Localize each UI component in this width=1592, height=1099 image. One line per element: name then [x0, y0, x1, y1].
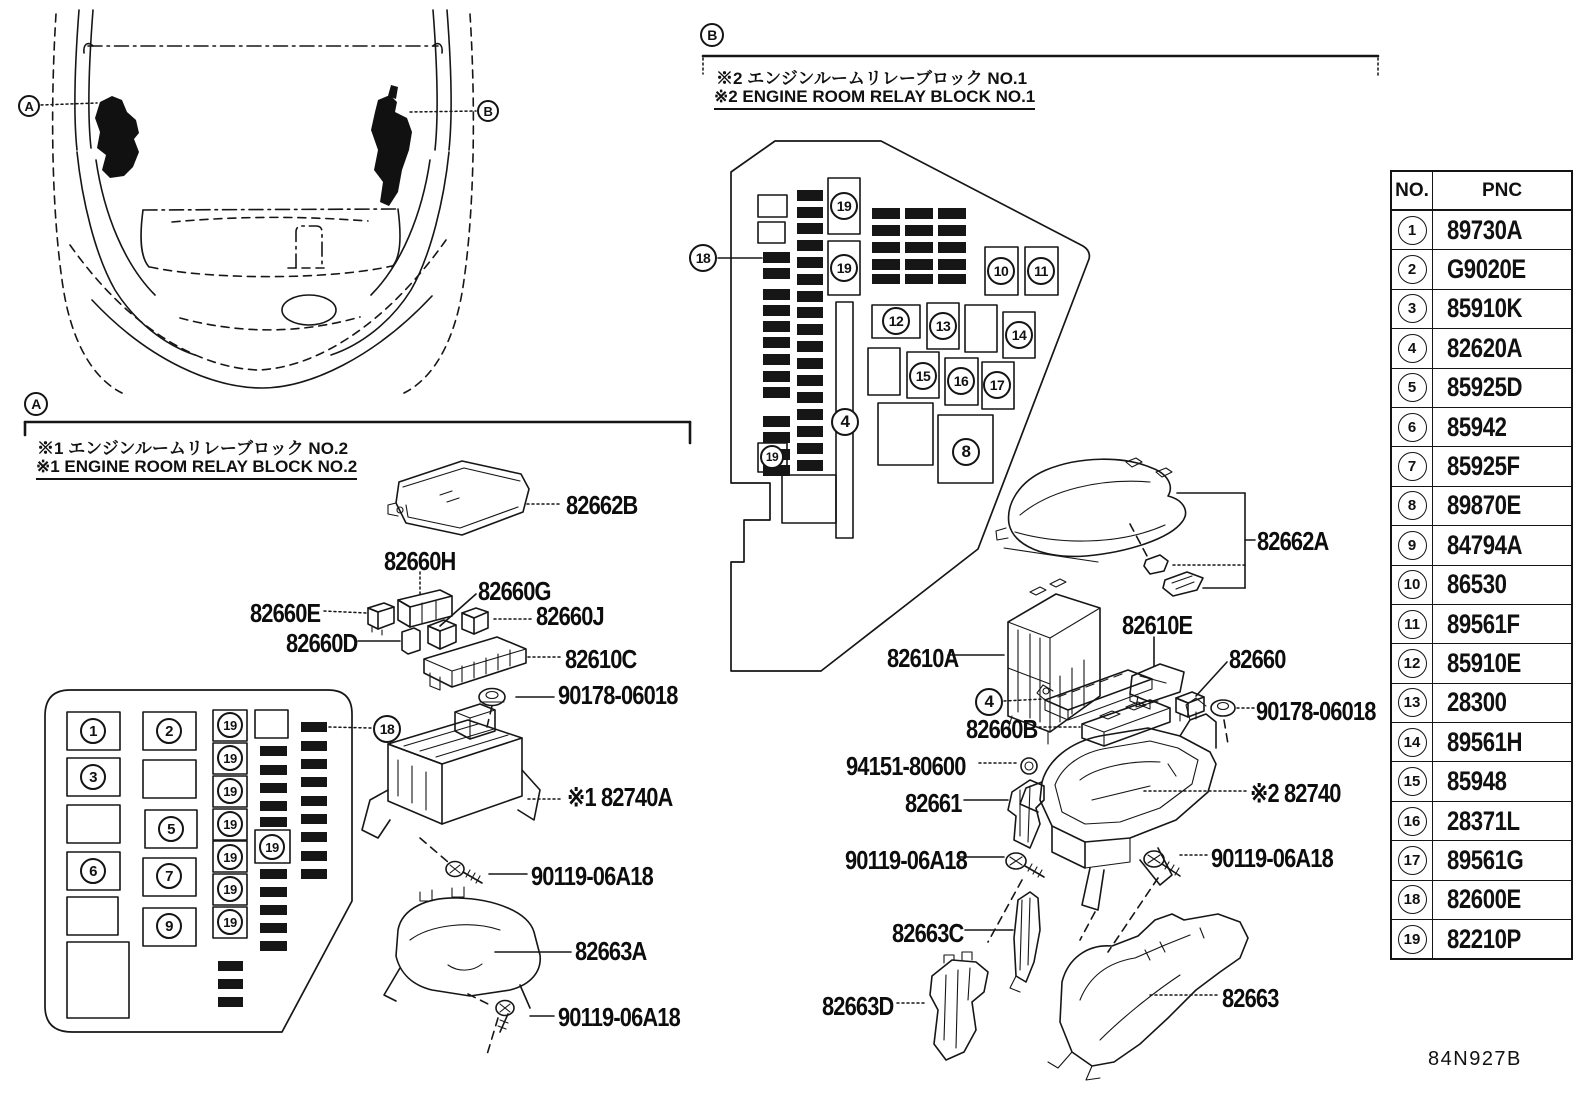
pnc-table: [1390, 170, 1573, 960]
nut-94151: [1021, 758, 1037, 774]
row-number-badge: 2: [1398, 255, 1427, 284]
row-pnc-cell: [1433, 290, 1571, 328]
part-label-82663A: 82663A: [575, 936, 647, 966]
row-number-badge: 19: [1398, 925, 1427, 954]
row-no-cell: [1392, 447, 1433, 485]
column-header-no: NO.: [1392, 172, 1433, 209]
part-label-9017806018: 90178-06018: [1256, 696, 1376, 726]
part-label-82610C: 82610C: [565, 644, 637, 674]
pnc-value: 89561G: [1447, 844, 1524, 875]
row-no-cell: [1392, 841, 1433, 879]
part-label-9011906A18: 90119-06A18: [845, 845, 967, 875]
row-no-cell: [1392, 566, 1433, 604]
row-no-cell: [1392, 487, 1433, 525]
pnc-value: 82620A: [1447, 332, 1523, 363]
upper-cover-82662a: [996, 458, 1255, 596]
table-row: [1392, 487, 1571, 526]
row-number-badge: 8: [1398, 491, 1427, 520]
row-pnc-cell: [1433, 841, 1571, 879]
callout-16: 16: [947, 367, 975, 395]
row-number-badge: 16: [1398, 807, 1427, 836]
part-label-82660E: 82660E: [250, 598, 321, 628]
row-pnc-cell: [1433, 605, 1571, 643]
part-label-82663D: 82663D: [822, 991, 894, 1021]
table-row: [1392, 329, 1571, 368]
callout-19: 19: [217, 712, 243, 738]
callout-19: 19: [760, 445, 784, 469]
row-no-cell: [1392, 408, 1433, 446]
row-pnc-cell: [1433, 408, 1571, 446]
row-no-cell: [1392, 250, 1433, 288]
row-number-badge: 14: [1398, 728, 1427, 757]
callout-18: 18: [373, 715, 401, 743]
nut-90178-a: [479, 689, 505, 706]
row-number-badge: 18: [1398, 885, 1427, 914]
row-number-badge: 10: [1398, 570, 1427, 599]
row-number-badge: 4: [1398, 334, 1427, 363]
row-pnc-cell: [1433, 684, 1571, 722]
row-no-cell: [1392, 211, 1433, 249]
row-pnc-cell: [1433, 526, 1571, 564]
pnc-value: 85910K: [1447, 293, 1523, 324]
pnc-value: 85910E: [1447, 647, 1521, 678]
part-label-9011906A18: 90119-06A18: [1211, 843, 1333, 873]
row-no-cell: [1392, 369, 1433, 407]
pnc-table-body: [1392, 211, 1571, 958]
callout-19: 19: [217, 745, 243, 771]
callout-11: 11: [1027, 257, 1055, 285]
callout-19: 19: [217, 778, 243, 804]
callout-6: 6: [80, 858, 106, 884]
row-number-badge: 17: [1398, 846, 1427, 875]
row-number-badge: 12: [1398, 649, 1427, 678]
table-row: [1392, 566, 1571, 605]
section-a-title-jp: ※1 エンジンルームリレーブロック NO.2: [37, 439, 349, 458]
table-row: [1392, 762, 1571, 801]
callout-8: 8: [952, 438, 980, 466]
drawing-number: 84N927B: [1428, 1048, 1522, 1070]
callout-19: 19: [217, 844, 243, 870]
row-number-badge: 3: [1398, 294, 1427, 323]
pnc-value: 86530: [1447, 569, 1507, 600]
row-pnc-cell: [1433, 762, 1571, 800]
part-label-82660J: 82660J: [536, 601, 604, 631]
row-no-cell: [1392, 920, 1433, 958]
row-pnc-cell: [1433, 881, 1571, 919]
table-row: [1392, 526, 1571, 565]
bolt-90119-a-upper: [446, 862, 482, 884]
row-no-cell: [1392, 290, 1433, 328]
row-number-badge: 5: [1398, 373, 1427, 402]
callout-B: B: [700, 23, 724, 47]
relay-block-location-a: [95, 96, 139, 178]
part-label-82662A: 82662A: [1257, 526, 1329, 556]
pnc-value: 85925D: [1447, 372, 1523, 403]
table-row: [1392, 408, 1571, 447]
part-label-82660G: 82660G: [478, 576, 551, 606]
table-row: [1392, 250, 1571, 289]
row-pnc-cell: [1433, 644, 1571, 682]
callout-1: 1: [80, 718, 106, 744]
row-number-badge: 15: [1398, 767, 1427, 796]
part-label-9415180600: 94151-80600: [846, 751, 966, 781]
callout-A: A: [18, 95, 40, 117]
table-row: [1392, 684, 1571, 723]
table-row: [1392, 644, 1571, 683]
callout-15: 15: [909, 362, 937, 390]
callout-18: 18: [689, 244, 717, 272]
pnc-value: 82600E: [1447, 884, 1521, 915]
pnc-value: 84794A: [1447, 529, 1523, 560]
row-no-cell: [1392, 881, 1433, 919]
column-header-pnc: PNC: [1481, 179, 1523, 201]
row-no-cell: [1392, 329, 1433, 367]
part-label-82660: 82660: [1229, 644, 1286, 674]
part-label-82660B: 82660B: [966, 714, 1038, 744]
row-number-badge: 1: [1398, 216, 1427, 245]
callout-5: 5: [158, 816, 184, 842]
callout-7: 7: [156, 863, 182, 889]
row-pnc-cell: [1433, 566, 1571, 604]
table-row: [1392, 920, 1571, 958]
table-row: [1392, 211, 1571, 250]
table-row: [1392, 290, 1571, 329]
part-label-9017806018: 90178-06018: [558, 680, 678, 710]
row-pnc-cell: [1433, 250, 1571, 288]
pnc-value: 82210P: [1447, 923, 1521, 954]
part-label-82610A: 82610A: [887, 643, 959, 673]
row-no-cell: [1392, 723, 1433, 761]
row-pnc-cell: [1433, 329, 1571, 367]
row-pnc-cell: [1433, 920, 1571, 958]
row-no-cell: [1392, 762, 1433, 800]
part-label-82610E: 82610E: [1122, 610, 1193, 640]
upper-cover-82662b: [388, 461, 529, 535]
part-label-82661: 82661: [905, 788, 962, 818]
table-row: [1392, 447, 1571, 486]
callout-9: 9: [156, 913, 182, 939]
section-b-title-jp: ※2 エンジンルームリレーブロック NO.1: [716, 69, 1028, 88]
callout-4: 4: [831, 408, 859, 436]
part-label-9011906A18: 90119-06A18: [531, 861, 653, 891]
pnc-value: 89561F: [1447, 608, 1520, 639]
cover-82663c: [1010, 892, 1040, 992]
row-no-cell: [1392, 802, 1433, 840]
relay-tray-82740: [1020, 698, 1216, 940]
part-label-82663C: 82663C: [892, 918, 964, 948]
callout-19: 19: [830, 254, 858, 282]
callout-A: A: [24, 392, 48, 416]
pnc-value: 85948: [1447, 766, 1507, 797]
relay-block-location-b: [371, 95, 412, 206]
table-row: [1392, 841, 1571, 880]
callout-B: B: [477, 100, 499, 122]
callout-19: 19: [217, 876, 243, 902]
pnc-value: G9020E: [1447, 254, 1526, 285]
row-pnc-cell: [1433, 487, 1571, 525]
callout-17: 17: [983, 371, 1011, 399]
section-a-title-en: ※1 ENGINE ROOM RELAY BLOCK NO.2: [36, 457, 357, 480]
row-number-badge: 7: [1398, 452, 1427, 481]
car-outline: [41, 10, 476, 393]
lower-cover-82663a: [384, 887, 540, 1058]
table-row: [1392, 723, 1571, 762]
callout-12: 12: [882, 307, 910, 335]
row-pnc-cell: [1433, 447, 1571, 485]
cover-82663d: [930, 952, 988, 1060]
table-row: [1392, 369, 1571, 408]
row-pnc-cell: [1433, 723, 1571, 761]
pnc-value: 85925F: [1447, 451, 1520, 482]
pnc-value: 85942: [1447, 411, 1507, 442]
row-pnc-cell: [1433, 802, 1571, 840]
row-pnc-cell: [1433, 211, 1571, 249]
row-no-cell: [1392, 644, 1433, 682]
part-label-82662B: 82662B: [566, 490, 638, 520]
callout-4: 4: [975, 688, 1003, 716]
pnc-value: 89561H: [1447, 726, 1523, 757]
table-row: [1392, 605, 1571, 644]
row-no-cell: [1392, 605, 1433, 643]
part-label-82660D: 82660D: [286, 628, 358, 658]
table-row: [1392, 881, 1571, 920]
callout-10: 10: [987, 257, 1015, 285]
relay-block-no1-map: [718, 141, 1089, 671]
part-label-282740: ※2 82740: [1250, 778, 1341, 808]
bolt-90119-a-lower: [496, 1001, 514, 1033]
part-label-9011906A18: 90119-06A18: [558, 1002, 680, 1032]
row-number-badge: 6: [1398, 413, 1427, 442]
table-row: [1392, 802, 1571, 841]
row-number-badge: 9: [1398, 531, 1427, 560]
pnc-value: 89870E: [1447, 490, 1521, 521]
row-number-badge: 11: [1398, 610, 1427, 639]
callout-19: 19: [217, 909, 243, 935]
pnc-value: 28371L: [1447, 805, 1520, 836]
lower-cover-82663: [1048, 914, 1248, 1080]
callout-19: 19: [217, 811, 243, 837]
section-b-title-en: ※2 ENGINE ROOM RELAY BLOCK NO.1: [714, 87, 1035, 110]
part-label-82660H: 82660H: [384, 546, 456, 576]
callout-3: 3: [80, 764, 106, 790]
pnc-table-header: [1392, 172, 1571, 211]
part-label-82663: 82663: [1222, 983, 1279, 1013]
callout-13: 13: [929, 312, 957, 340]
part-label-182740A: ※1 82740A: [567, 782, 673, 812]
row-no-cell: [1392, 684, 1433, 722]
pnc-value: 89730A: [1447, 214, 1523, 245]
row-pnc-cell: [1433, 369, 1571, 407]
callout-2: 2: [156, 718, 182, 744]
nut-90178-b: [1211, 700, 1235, 744]
row-no-cell: [1392, 526, 1433, 564]
callout-19: 19: [259, 834, 285, 860]
pnc-value: 28300: [1447, 687, 1507, 718]
callout-14: 14: [1005, 321, 1033, 349]
row-number-badge: 13: [1398, 688, 1427, 717]
bolt-90119-b-left: [988, 853, 1044, 942]
callout-19: 19: [830, 192, 858, 220]
